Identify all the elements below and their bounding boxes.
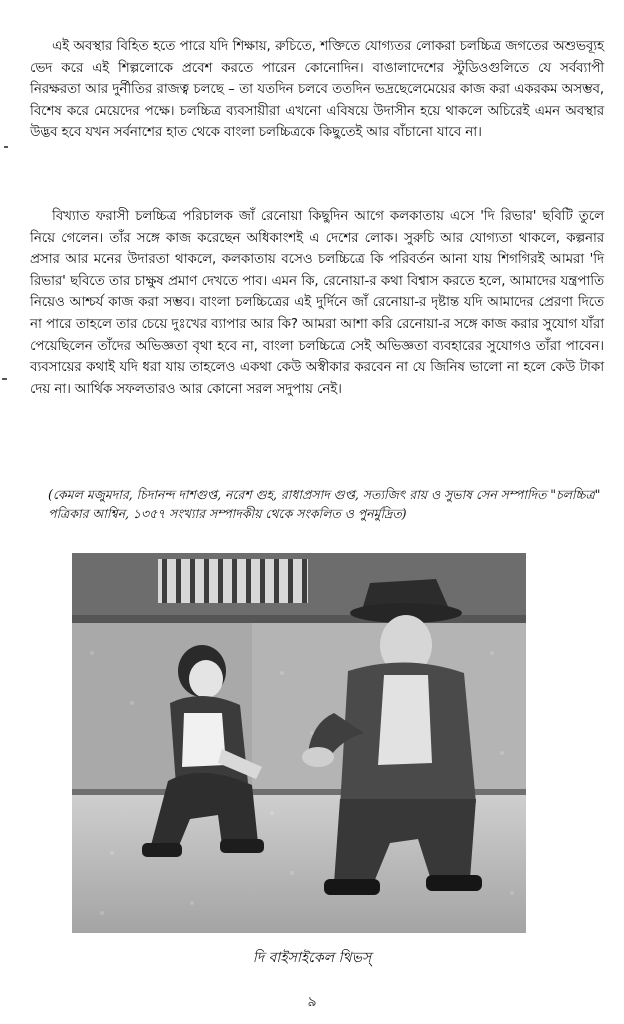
photo-illustration xyxy=(72,553,526,933)
film-still-photo xyxy=(72,553,526,933)
page-number: ৯ xyxy=(307,994,317,1010)
body-paragraph-2: বিখ্যাত ফরাসী চলচ্চিত্র পরিচালক জাঁ রেনোয়া কিছুদিন আগে কলকাতায় এসে 'দি রিভার' ছবিটি তুলে নিয়ে গেলেন। তাঁর সঙ্গে কাজ করেছেন অধিকাংশই এ দেশের লোক। সুরুচি আর যোগ্যতা থাকলে, কল্পনার প্রসার আর মনের উদারতা থাকলে, কলকাতায় বসেও চলচ্চিত্রে কি পরিবর্তন আনা যায় শিগগিরই আমরা 'দি রিভার' ছবিতে তার চাক্ষুষ প্রমাণ দেখতে পাব। এমন কি, রেনোয়া-র কথা বিশ্বাস করতে হলে, আমাদের যন্ত্রপাতি নিয়েও আশ্চর্য কাজ করা সম্ভব। বাংলা চলচ্চিত্রের এই দুর্দিনে জাঁ রেনোয়া-র দৃষ্টান্ত যদি আমাদের প্রেরণা দিতে না পারে তাহলে তার চেয়ে দুঃখের ব্যাপার আর কি? আমরা আশা করি রেনোয়া-র সঙ্গে কাজ করার সুযোগ যাঁরা পেয়েছিলেন তাঁদের অভিজ্ঞতা বৃথা হবে না, বাংলা চলচ্চিত্রে সেই অভিজ্ঞতা ব্যবহারের সুযোগও তাঁরা পাবেন। ব্যবসায়ের কথাই যদি ধরা যায় তাহলেও একথা কেউ অস্বীকার করবেন না যে জিনিষ ভালো না হলে কেউ টাকা দেয় না। আর্থিক সফলতারও আর কোনো সরল সদুপায় নেই। xyxy=(30,209,604,397)
source-note: (কেমল মজুমদার, চিদানন্দ দাশগুপ্ত, নরেশ গুহ, রাধাপ্রসাদ গুপ্ত, সত্যজিৎ রায় ও সুভাষ সেন সম্পাদিত "চলচ্চিত্র" পত্রিকার আশ্বিন, ১৩৫৭ সংখ্যার সম্পাদকীয় থেকে সংকলিত ও পুনর্মুদ্রিত) xyxy=(48,487,601,521)
scan-margin-mark xyxy=(2,378,7,380)
photo-caption: দি বাইসাইকেল থিভস্ xyxy=(252,950,372,966)
scan-margin-mark xyxy=(4,146,8,148)
body-paragraph-1: এই অবস্থার বিহিত হতে পারে যদি শিক্ষায়, রুচিতে, শক্তিতে যোগ্যতর লোকরা চলচ্চিত্র জগতের অশুভব্যূহ ভেদ করে এই শিল্পলোকে প্রবেশ করতে পারেন কোনোদিন। বাঙালাদেশের স্টুডিওগুলিতে যে সর্বব্যাপী নিরক্ষরতা আর দুর্নীতির রাজত্ব চলছে – তা যতদিন চলবে ততদিন ভদ্রছেলেমেয়ের কাজ করা একরকম অসম্ভব, বিশেষ করে মেয়েদের পক্ষে। চলচ্চিত্র ব্যবসায়ীরা এখনো এবিষয়ে উদাসীন হয়ে থাকলে অচিরেই এমন অবস্থার উদ্ভব হবে যখন সর্বনাশের হাত থেকে বাংলা চলচ্চিত্রকে কিছুতেই আর বাঁচানো যাবে না। xyxy=(30,39,604,141)
